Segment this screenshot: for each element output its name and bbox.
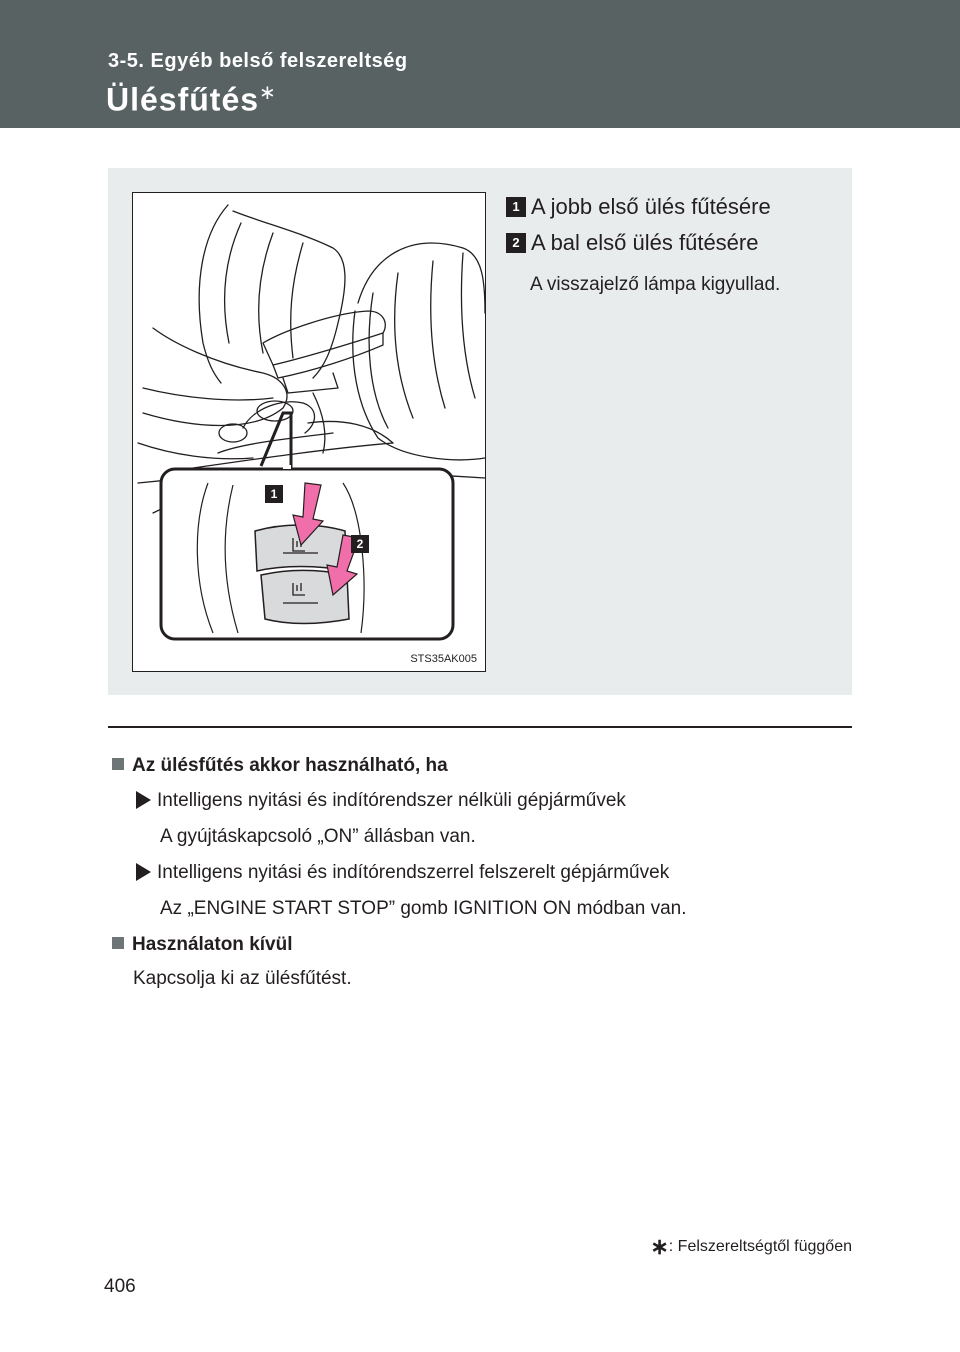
page-title bbox=[106, 80, 277, 119]
case-2-label bbox=[136, 862, 669, 884]
case-1-text: A gyújtáskapcsoló „ON” állásban van. bbox=[160, 826, 476, 847]
legend-text-2: A bal első ülés fűtésére bbox=[531, 230, 759, 255]
legend-note: A visszajelző lámpa kigyullad. bbox=[530, 274, 781, 295]
legend-item-1 bbox=[506, 194, 771, 220]
square-bullet-icon bbox=[112, 758, 124, 770]
note-heading-unused bbox=[112, 934, 293, 956]
case-1-label-text: Intelligens nyitási és indítórendszer nélküli gépjárművek bbox=[157, 790, 626, 811]
triangle-bullet-icon bbox=[136, 863, 151, 881]
unused-text: Kapcsolja ki az ülésfűtést. bbox=[133, 968, 352, 989]
seat-drawing bbox=[133, 193, 486, 672]
legend-number-1: 1 bbox=[506, 197, 526, 217]
case-1-label bbox=[136, 790, 626, 812]
legend-number-2: 2 bbox=[506, 233, 526, 253]
note-heading-unused-text: Használaton kívül bbox=[132, 934, 293, 955]
note-heading-usable bbox=[112, 755, 448, 777]
footnote bbox=[650, 1234, 852, 1260]
footnote-mark: ∗ bbox=[650, 1234, 669, 1259]
seat-heater-illustration bbox=[132, 192, 486, 672]
section-label: 3-5. Egyéb belső felszereltség bbox=[108, 50, 408, 72]
triangle-bullet-icon bbox=[136, 791, 151, 809]
page-number: 406 bbox=[104, 1276, 136, 1297]
section-divider bbox=[108, 726, 852, 728]
footnote-text: : Felszereltségtől függően bbox=[668, 1238, 852, 1255]
callout-2: 2 bbox=[351, 535, 369, 553]
note-heading-usable-text: Az ülésfűtés akkor használható, ha bbox=[132, 755, 448, 776]
legend-text-1: A jobb első ülés fűtésére bbox=[531, 194, 771, 219]
square-bullet-icon bbox=[112, 937, 124, 949]
case-2-text: Az „ENGINE START STOP” gomb IGNITION ON módban van. bbox=[160, 898, 687, 919]
page-title-text: Ülésfűtés bbox=[106, 81, 260, 118]
optional-equipment-mark: ∗ bbox=[259, 82, 277, 104]
case-2-label-text: Intelligens nyitási és indítórendszerrel felszerelt gépjárművek bbox=[157, 862, 670, 883]
legend-item-2 bbox=[506, 230, 758, 256]
callout-1: 1 bbox=[265, 485, 283, 503]
page-header bbox=[0, 0, 960, 128]
figure-code: STS35AK005 bbox=[410, 653, 477, 665]
